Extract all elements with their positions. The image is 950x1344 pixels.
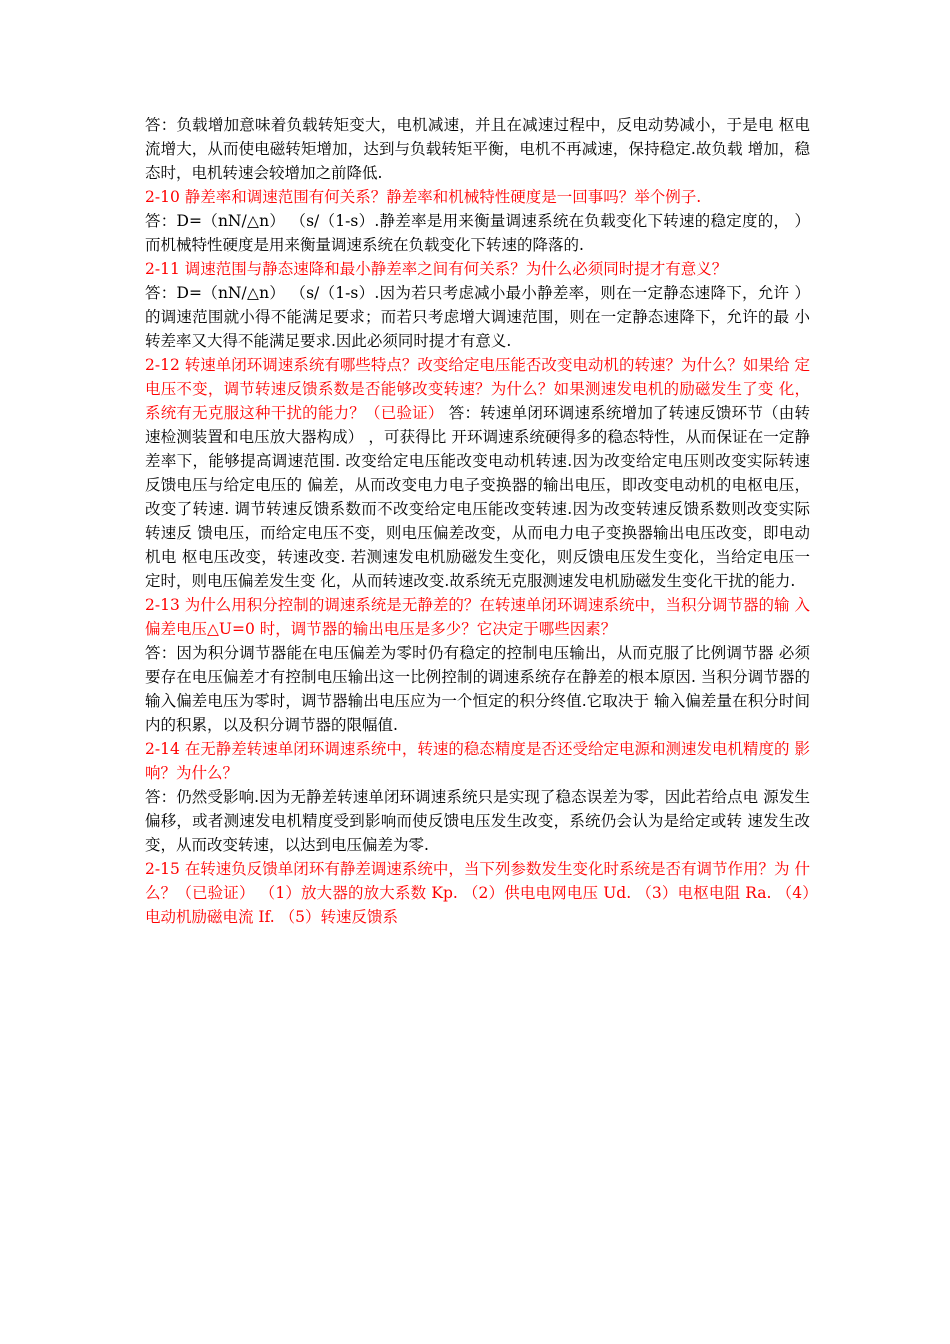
question-2-10: 2-10 静差率和调速范围有何关系？静差率和机械特性硬度是一回事吗？举个例子. <box>145 188 702 206</box>
answer-paragraph-2-10: 答：D=（nN/△n） （s/（1-s）.静差率是用来衡量调速系统在负载变化下转速的稳定度的， ） 而机械特性硬度是用来衡量调速系统在负载变化下转速的降落的. <box>145 212 810 254</box>
question-answer-2-12 <box>145 353 810 593</box>
answer-paragraph-2-13: 答：因为积分调节器能在电压偏差为零时仍有稳定的控制电压输出，从而克服了比例调节器 必须要存在电压偏差才有控制电压输出这一比例控制的调速系统存在静差的根本原因. 当积分调节器的输入偏差电压为零时，调节器输出电压应为一个恒定的积分终值.它取决于 输入偏差量在积分时间内的积累，以及积分调节器的限幅值. <box>145 644 810 734</box>
answer-paragraph-2-11: 答：D=（nN/△n） （s/（1-s）.因为若只考虑减小最小静差率，则在一定静态速降下，允许 ） 的调速范围就小得不能满足要求；而若只考虑增大调速范围，则在一定静态速降下，允许的最 小转差率又大得不能满足要求.因此必须同时提才有意义. <box>145 284 810 350</box>
document-page <box>145 113 810 929</box>
answer-paragraph-2-12: 答：转速单闭环调速系统增加了转速反馈环节（由转速检测装置和电压放大器构成） ，可获得比 开环调速系统硬得多的稳态特性，从而保证在一定静差率下，能够提高调速范围. 改变给定电压能改变电动机转速.因为改变给定电压则改变实际转速反馈电压与给定电压的 偏差，从而改变电力电子变换器的输出电压，即改变电动机的电枢电压，改变了转速. 调节转速反馈系数而不改变给定电压能改变转速.因为改变转速反馈系数则改变实际转速反 馈电压，而给定电压不变，则电压偏差改变，从而电力电子变换器输出电压改变，即电动机电 枢电压改变，转速改变. 若测速发电机励磁发生变化，则反馈电压发生变化，当给定电压一定时，则电压偏差发生变 化，从而转速改变.故系统无克服测速发电机励磁发生变化干扰的能力. <box>145 404 810 590</box>
question-2-15: 2-15 在转速负反馈单闭环有静差调速系统中，当下列参数发生变化时系统是否有调节作用？为 什么？（已验证） （1）放大器的放大系数 Kp. （2）供电电网电压 Ud. （3）电枢电阻 Ra. （4）电动机励磁电流 If. （5）转速反馈系 <box>145 860 810 926</box>
question-2-14: 2-14 在无静差转速单闭环调速系统中，转速的稳态精度是否还受给定电源和测速发电机精度的 影响？为什么？ <box>145 740 810 782</box>
answer-paragraph-2-14: 答：仍然受影响.因为无静差转速单闭环调速系统只是实现了稳态误差为零，因此若给点电 源发生偏移，或者测速发电机精度受到影响而使反馈电压发生改变，系统仍会认为是给定或转 速发生改变，从而改变转速，以达到电压偏差为零. <box>145 788 810 854</box>
answer-paragraph-2-9: 答：负载增加意味着负载转矩变大，电机减速，并且在减速过程中，反电动势减小，于是电 枢电流增大，从而使电磁转矩增加，达到与负载转矩平衡，电机不再减速，保持稳定.故负载 增加，稳态时，电机转速会较增加之前降低. <box>145 116 810 182</box>
question-2-12: 2-12 转速单闭环调速系统有哪些特点？改变给定电压能否改变电动机的转速？为什么？如果给 定电压不变，调节转速反馈系数是否能够改变转速？为什么？如果测速发电机的励磁发生了变 化，系统有无克服这种干扰的能力？（已验证） <box>145 356 810 422</box>
question-2-13: 2-13 为什么用积分控制的调速系统是无静差的？在转速单闭环调速系统中，当积分调节器的输 入偏差电压△U=0 时，调节器的输出电压是多少？它决定于哪些因素？ <box>145 596 810 638</box>
question-2-11: 2-11 调速范围与静态速降和最小静差率之间有何关系？为什么必须同时提才有意义？ <box>145 260 728 278</box>
